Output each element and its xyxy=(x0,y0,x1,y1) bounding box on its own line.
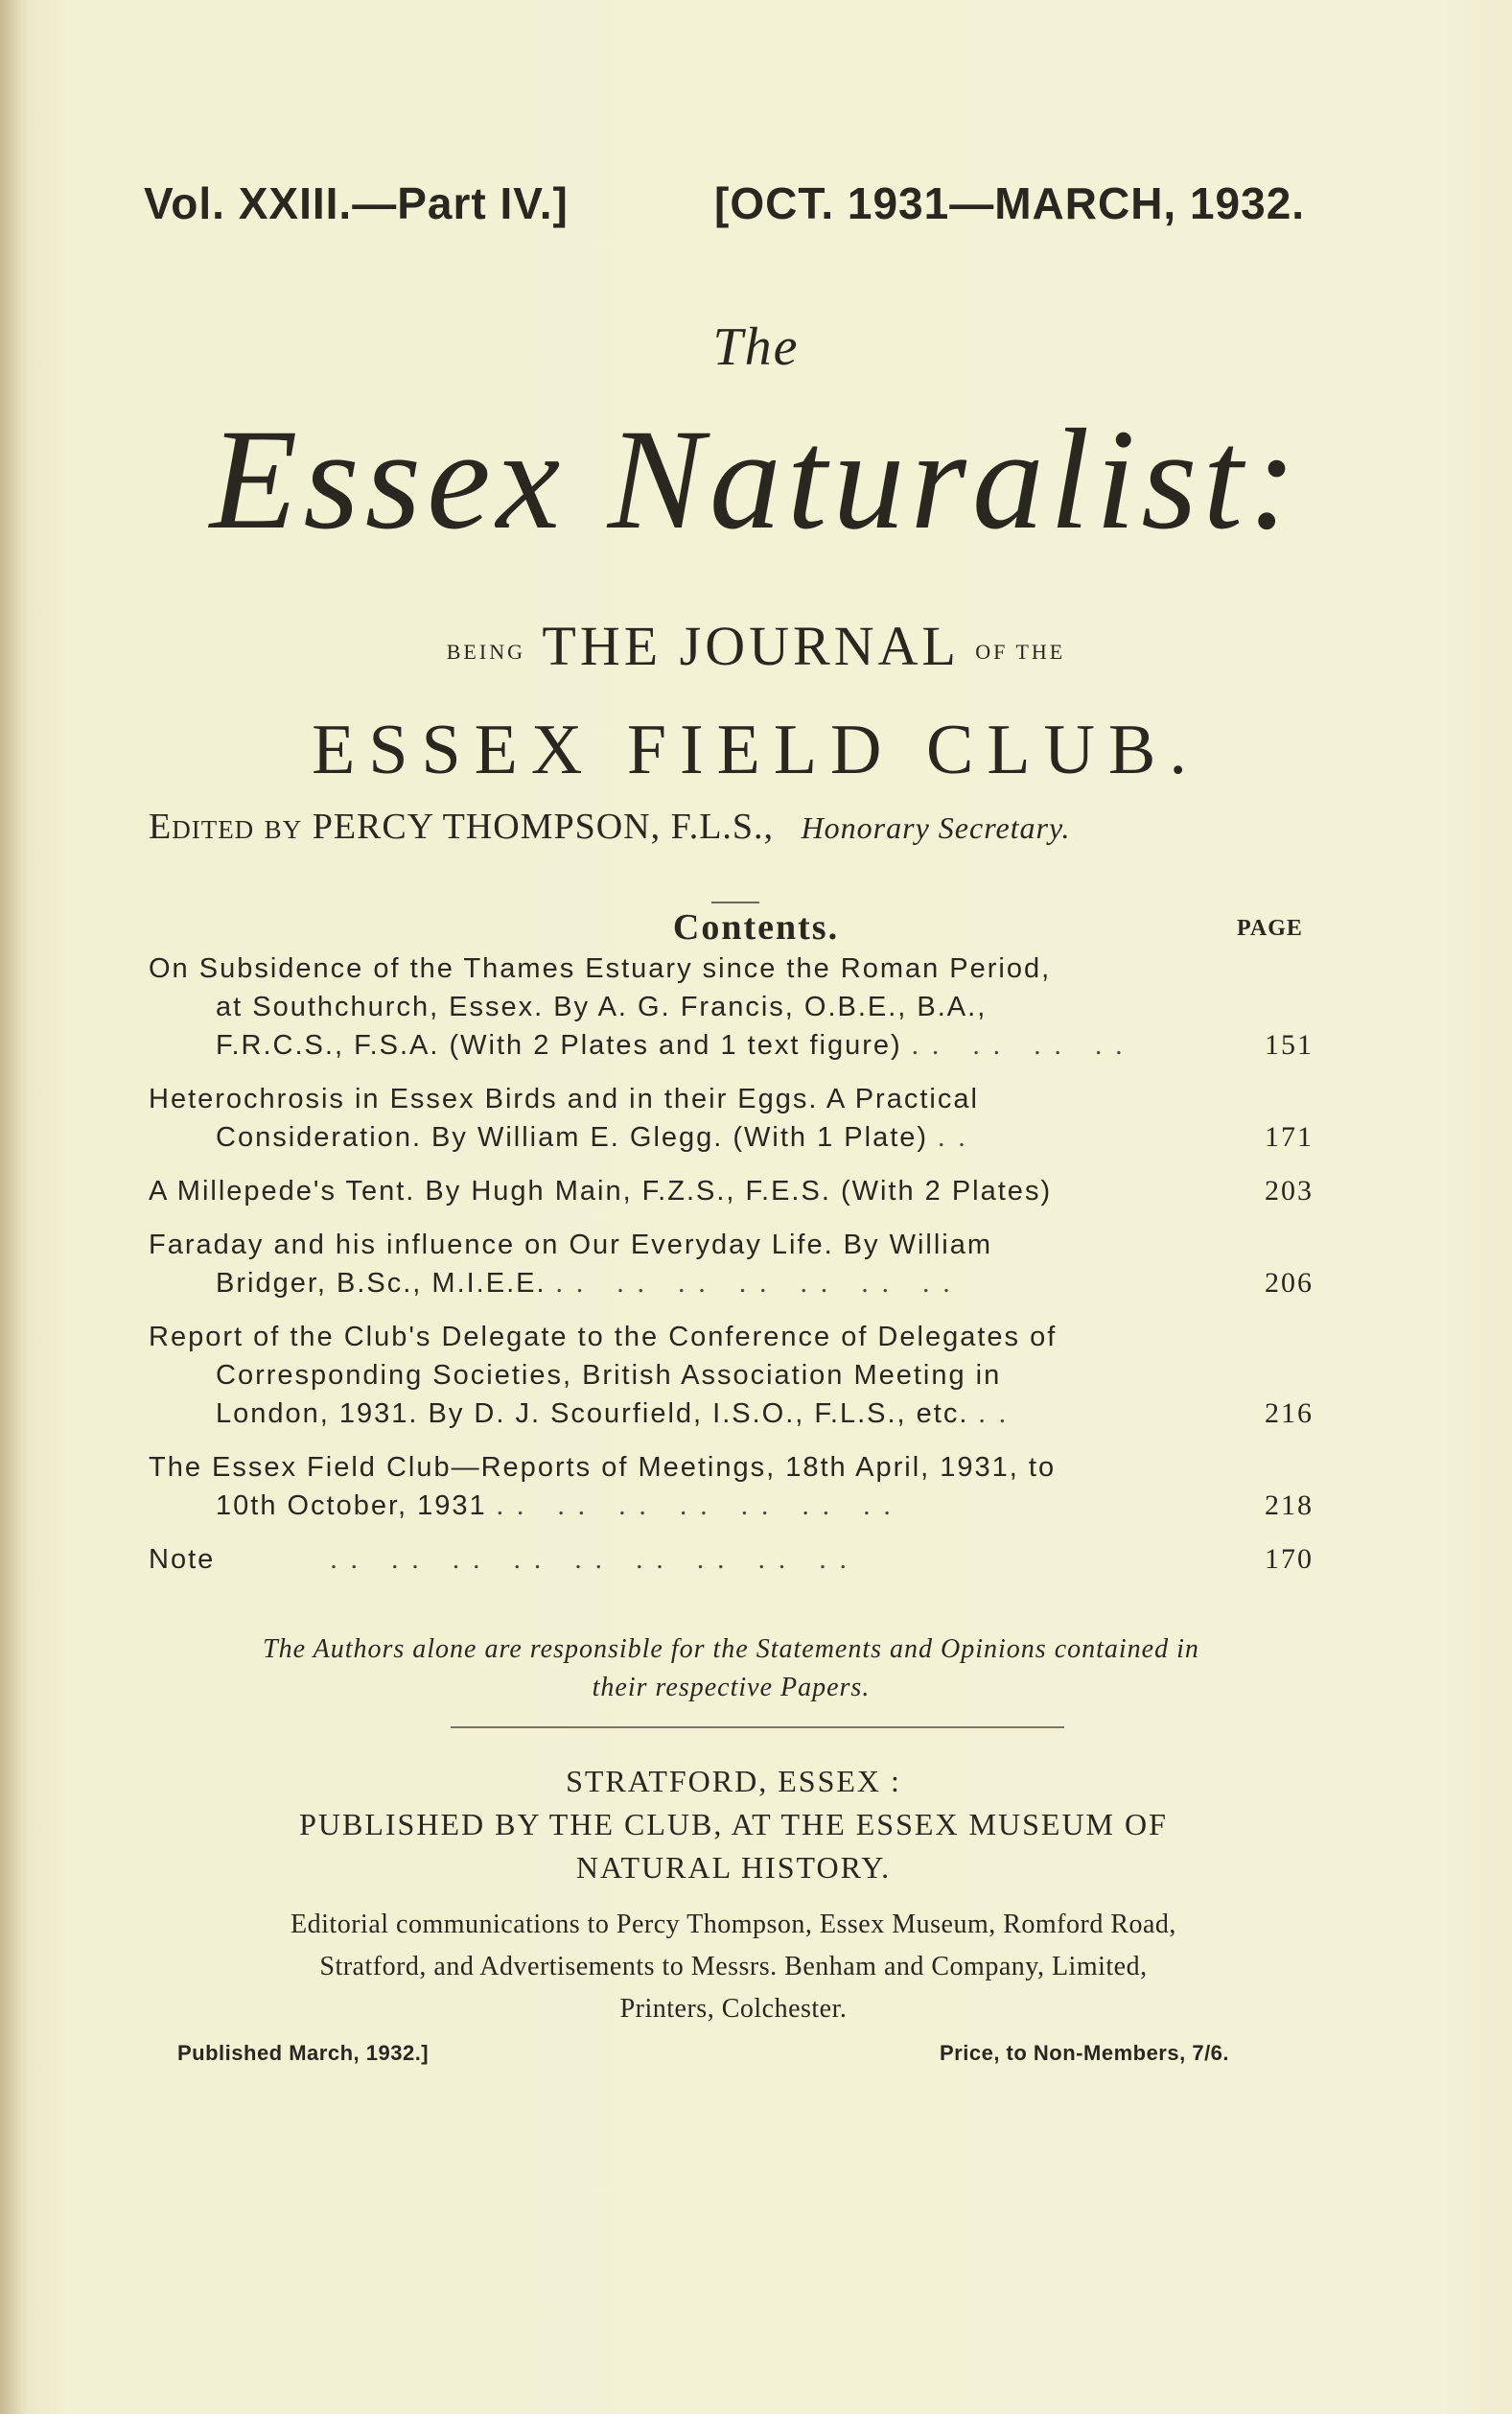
dot-leader: .. .. .. .. xyxy=(911,1030,1136,1061)
entry-line-text: Bridger, B.Sc., M.I.E.E. xyxy=(216,1268,547,1299)
contents-ornament-rule xyxy=(711,902,759,903)
contents-heading: Contents. xyxy=(672,907,840,948)
publisher-line: NATURAL HISTORY. xyxy=(575,1850,892,1885)
contents-list xyxy=(149,949,1314,1594)
contents-entry xyxy=(149,1172,1314,1210)
price-note: Price, to Non-Members, 7/6. xyxy=(940,2041,1230,2065)
club-name: ESSEX FIELD CLUB. xyxy=(312,711,1200,789)
entry-line: Faraday and his influence on Our Everyday Life. By William xyxy=(149,1230,993,1260)
entry-line: On Subsidence of the Thames Estuary since the Roman Period, xyxy=(149,953,1052,984)
dot-leader: .. xyxy=(938,1122,979,1153)
entry-line: at Southchurch, Essex. By A. G. Francis, O.B.E., B.A., xyxy=(216,992,988,1022)
contents-entry xyxy=(149,1080,1314,1157)
disclaimer-line: The Authors alone are responsible for the Statements and Opinions contained in xyxy=(263,1634,1199,1664)
entry-line-text: London, 1931. By D. J. Scourfield, I.S.O., F.L.S., etc. xyxy=(216,1398,969,1429)
entry-line-text: Consideration. By William E. Glegg. (With 1 Plate) xyxy=(216,1122,929,1153)
entry-page-number: 206 xyxy=(1265,1267,1314,1299)
entry-page-number: 170 xyxy=(1265,1543,1314,1575)
editor-role: Honorary Secretary. xyxy=(801,810,1071,845)
publisher-line: PUBLISHED BY THE CLUB, AT THE ESSEX MUSEUM OF xyxy=(299,1807,1168,1841)
entry-line-text: Note xyxy=(149,1544,216,1575)
journal-title: Essex Naturalist: xyxy=(209,400,1303,559)
subtitle-being: BEING xyxy=(446,640,525,664)
disclaimer xyxy=(149,1630,1314,1707)
published-date: Published March, 1932.] xyxy=(177,2041,430,2065)
contents-entry xyxy=(149,1318,1314,1433)
entry-line-text: F.R.C.S., F.S.A. (With 2 Plates and 1 text figure) xyxy=(216,1030,902,1061)
communications-line: Stratford, and Advertisements to Messrs. Benham and Company, Limited, xyxy=(319,1952,1148,1981)
subtitle-the-journal: THE JOURNAL xyxy=(542,615,958,677)
publisher-block xyxy=(149,1760,1318,1889)
dot-leader: .. .. .. .. .. .. .. xyxy=(555,1268,964,1299)
entry-page-number: 203 xyxy=(1265,1175,1314,1207)
page-column-label: PAGE xyxy=(1237,916,1303,941)
entry-line xyxy=(149,1264,1314,1302)
contents-entry xyxy=(149,1540,1314,1579)
section-divider xyxy=(451,1726,1064,1728)
communications-block xyxy=(149,1904,1318,2030)
edited-by-label: Edited by xyxy=(149,807,303,847)
entry-line: A Millepede's Tent. By Hugh Main, F.Z.S., F.E.S. (With 2 Plates) xyxy=(149,1176,1053,1207)
contents-entry xyxy=(149,1448,1314,1525)
issue-dates: [OCT. 1931—MARCH, 1932. xyxy=(714,178,1306,228)
dot-leader: .. xyxy=(978,1398,1019,1429)
editor-line xyxy=(149,806,1318,848)
disclaimer-line: their respective Papers. xyxy=(592,1673,871,1702)
contents-entry xyxy=(149,1226,1314,1302)
contents-entry xyxy=(149,949,1314,1065)
entry-page-number: 216 xyxy=(1265,1397,1314,1429)
volume-part: Vol. XXIII.—Part IV.] xyxy=(144,178,569,228)
editor-name: PERCY THOMPSON, F.L.S., xyxy=(312,807,775,847)
dot-leader: .. .. .. .. .. .. .. .. .. xyxy=(330,1544,860,1575)
entry-page-number: 171 xyxy=(1265,1121,1314,1153)
entry-line: The Essex Field Club—Reports of Meetings, 18th April, 1931, to xyxy=(149,1452,1057,1483)
entry-page-number: 151 xyxy=(1265,1029,1314,1061)
entry-line: Heterochrosis in Essex Birds and in their Eggs. A Practical xyxy=(149,1084,979,1114)
entry-line: Report of the Club's Delegate to the Conference of Delegates of xyxy=(149,1322,1058,1352)
dot-leader: .. .. .. .. .. .. .. xyxy=(496,1490,904,1521)
entry-line: Corresponding Societies, British Association Meeting in xyxy=(216,1360,1002,1391)
title-article: The xyxy=(712,317,800,377)
communications-line: Printers, Colchester. xyxy=(619,1994,848,2024)
entry-line xyxy=(149,1394,1314,1433)
subtitle-of-the: OF THE xyxy=(975,640,1066,664)
publisher-line: STRATFORD, ESSEX : xyxy=(566,1764,901,1798)
entry-line xyxy=(149,1118,1314,1157)
entry-page-number: 218 xyxy=(1265,1489,1314,1521)
entry-line-text: 10th October, 1931 xyxy=(216,1490,487,1521)
entry-line xyxy=(149,1540,1314,1579)
communications-line: Editorial communications to Percy Thompson, Essex Museum, Romford Road, xyxy=(291,1910,1176,1939)
entry-line xyxy=(149,1026,1314,1065)
subtitle-journal xyxy=(0,614,1512,678)
entry-line xyxy=(149,1487,1314,1525)
